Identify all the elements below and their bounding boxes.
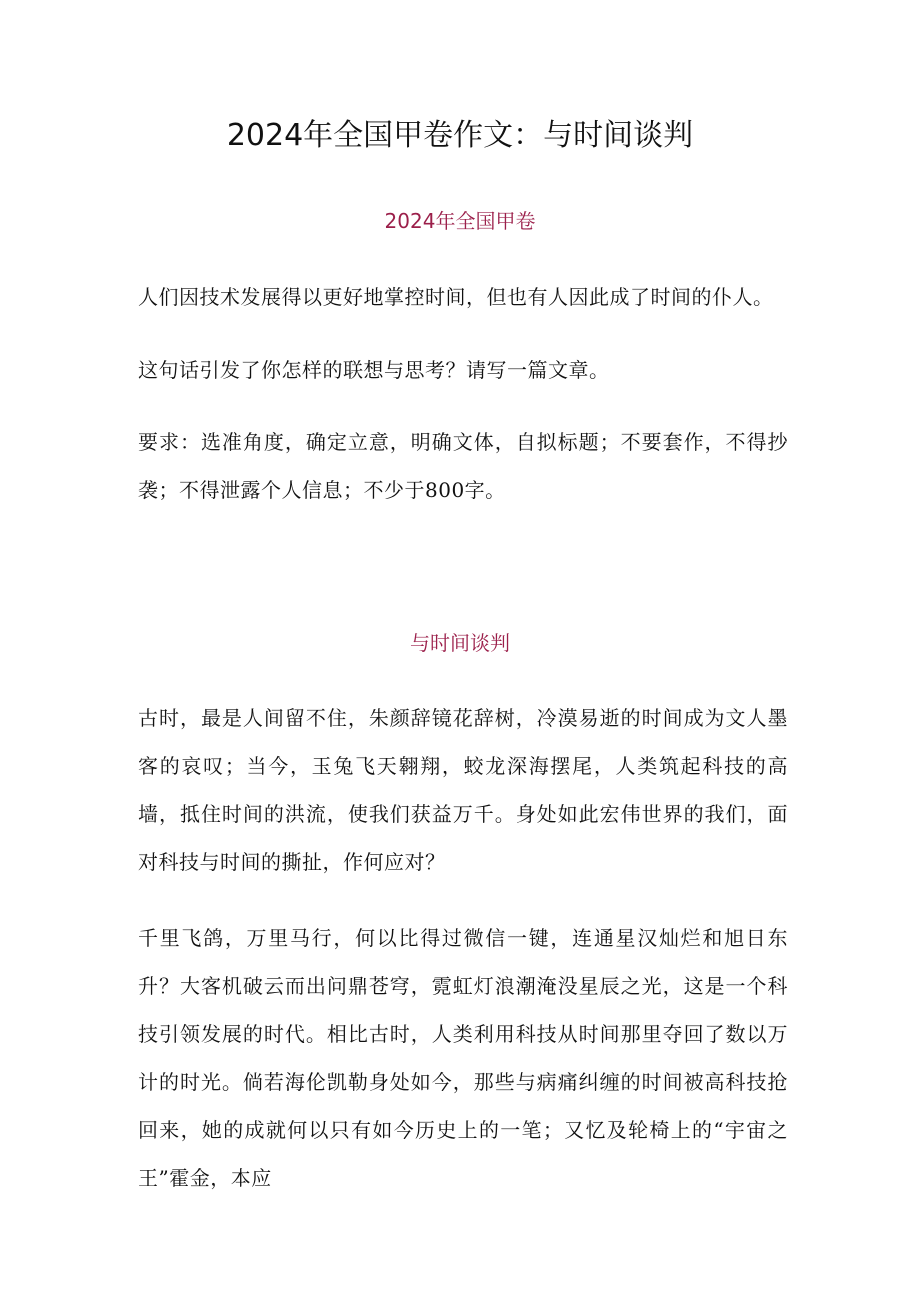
section-label: 2024年全国甲卷 — [384, 209, 536, 233]
prompt-paragraph: 人们因技术发展得以更好地掌控时间，但也有人因此成了时间的仆人。 — [138, 285, 774, 309]
prompt-paragraph: 要求：选准角度，确定立意，明确文体，自拟标题；不要套作，不得抄袭；不得泄露个人信息；不少于800字。 — [138, 430, 788, 502]
prompt-paragraph: 这句话引发了你怎样的联想与思考？请写一篇文章。 — [138, 358, 610, 382]
essay-title: 与时间谈判 — [410, 631, 510, 655]
document-title: 2024年全国甲卷作文：与时间谈判 — [226, 118, 694, 153]
essay-paragraph: 千里飞鸽，万里马行，何以比得过微信一键，连通星汉灿烂和旭日东升？大客机破云而出问鼎苍穹，霓虹灯浪潮淹没星辰之光，这是一个科技引领发展的时代。相比古时，人类利用科技从时间那里夺回了数以万计的时光。倘若海伦凯勒身处如今，那些与病痛纠缠的时间被高科技抢回来，她的成就何以只有如今历史上的一笔；又忆及轮椅上的“宇宙之王”霍金，本应 — [138, 926, 788, 1190]
essay-paragraph: 古时，最是人间留不住，朱颜辞镜花辞树，冷漠易逝的时间成为文人墨客的哀叹；当今，玉兔飞天翱翔，蛟龙深海摆尾，人类筑起科技的高墙，抵住时间的洪流，使我们获益万千。身处如此宏伟世界的我们，面对科技与时间的撕扯，作何应对？ — [138, 706, 788, 874]
